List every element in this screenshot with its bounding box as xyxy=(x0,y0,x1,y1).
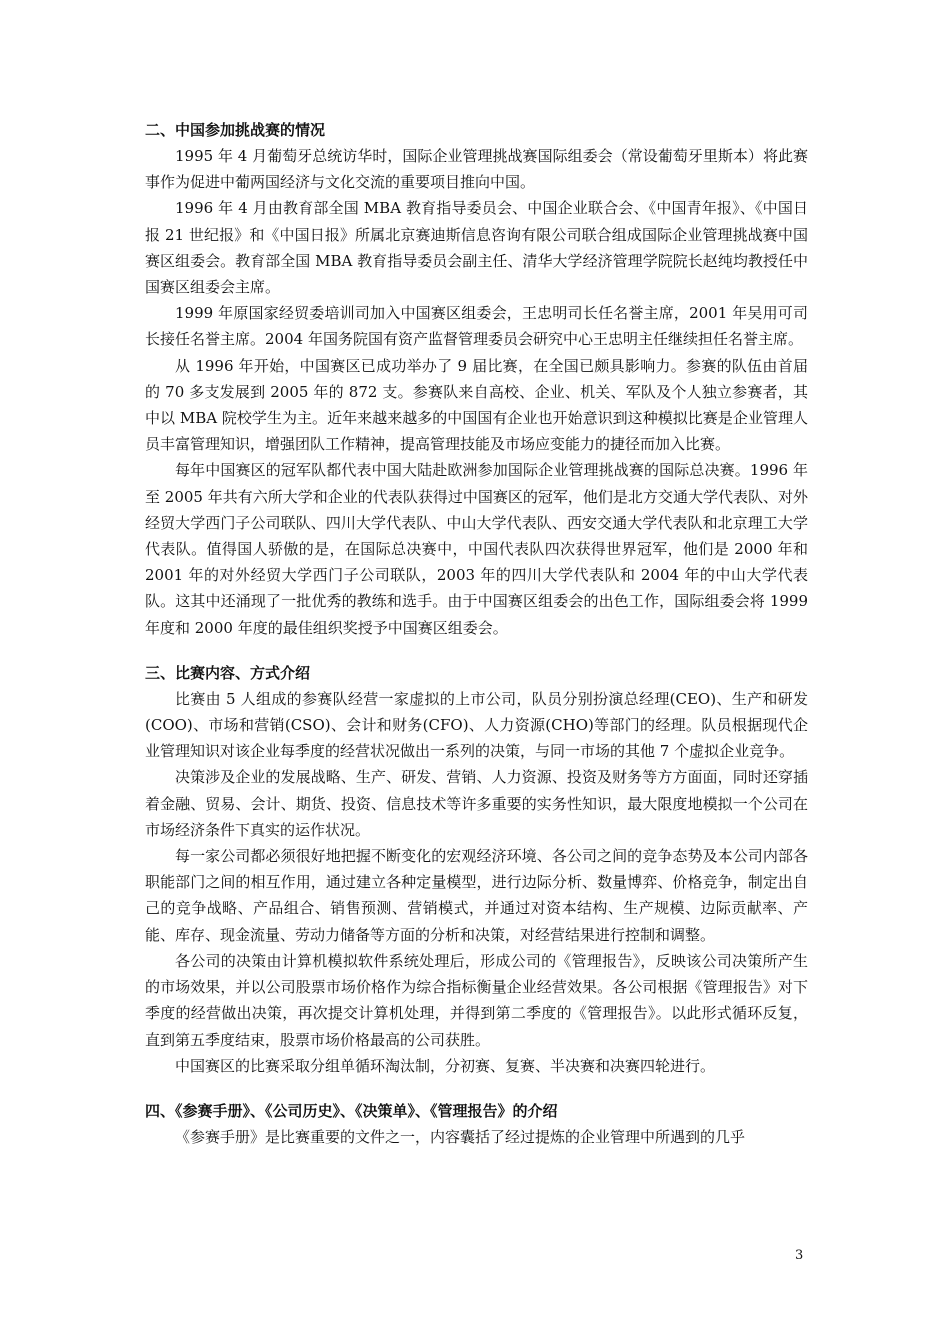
paragraph: 《参赛手册》是比赛重要的文件之一，内容囊括了经过提炼的企业管理中所遇到的几乎 xyxy=(175,1127,746,1146)
paragraph: 1995 年 4 月葡萄牙总统访华时，国际企业管理挑战赛国际组委会（常设葡萄牙里斯本）将此赛事作为促进中葡两国经济与文化交流的重要项目推向中国。 xyxy=(145,147,808,192)
section-documents-intro xyxy=(145,1099,808,1150)
paragraph: 1996 年 4 月由教育部全国 MBA 教育指导委员会、中国企业联合会、《中国青年报》、《中国日报 21 世纪报》和《中国日报》所属北京赛迪斯信息咨询有限公司联合组成国际企业管理挑战赛中国赛区组委会。教育部全国 MBA 教育指导委员会副主任、清华大学经济管理学院院长赵纯均教授任中国赛区组委会主席。 xyxy=(145,199,808,297)
section-heading: 四、《参赛手册》、《公司历史》、《决策单》、《管理报告》的介绍 xyxy=(145,1101,558,1120)
section-china-participation xyxy=(145,118,808,641)
paragraph: 从 1996 年开始，中国赛区已成功举办了 9 届比赛，在全国已颇具影响力。参赛的队伍由首届的 70 多支发展到 2005 年的 872 支。参赛队来自高校、企业、机关、军队及个人独立参赛者，其中以 MBA 院校学生为主。近年来越来越多的中国国有企业也开始意识到这种模拟比赛是企业管理人员丰富管理知识，增强团队工作精神，提高管理技能及市场应变能力的捷径而加入比赛。 xyxy=(145,356,808,454)
paragraph: 每年中国赛区的冠军队都代表中国大陆赴欧洲参加国际企业管理挑战赛的国际总决赛。1996 年至 2005 年共有六所大学和企业的代表队获得过中国赛区的冠军，他们是北方交通大学代表队、对外经贸大学西门子公司联队、四川大学代表队、中山大学代表队、西安交通大学代表队和北京理工大学代表队。值得国人骄傲的是，在国际总决赛中，中国代表队四次获得世界冠军，他们是 2000 年和 2001 年的对外经贸大学西门子公司联队，2003 年的四川大学代表队和 2004 年的中山大学代表队。这其中还涌现了一批优秀的教练和选手。由于中国赛区组委会的出色工作，国际组委会将 1999 年度和 2000 年度的最佳组织奖授予中国赛区组委会。 xyxy=(145,461,808,637)
section-spacer xyxy=(145,1079,808,1099)
paragraph: 比赛由 5 人组成的参赛队经营一家虚拟的上市公司，队员分别扮演总经理(CEO)、生产和研发(COO)、市场和营销(CSO)、会计和财务(CFO)、人力资源(CHO)等部门的经理。队员根据现代企业管理知识对该企业每季度的经营状况做出一系列的决策，与同一市场的其他 7 个虚拟企业竞争。 xyxy=(145,689,808,761)
paragraph: 每一家公司都必须很好地把握不断变化的宏观经济环境、各公司之间的竞争态势及本公司内部各职能部门之间的相互作用，通过建立各种定量模型，进行边际分析、数量博弈、价格竞争，制定出自己的竞争战略、产品组合、销售预测、营销模式，并通过对资本结构、生产规模、边际贡献率、产能、库存、现金流量、劳动力储备等方面的分析和决策，对经营结果进行控制和调整。 xyxy=(145,847,808,944)
page-content xyxy=(145,118,808,1150)
paragraph: 1999 年原国家经贸委培训司加入中国赛区组委会，王忠明司长任名誉主席，2001 年吴用可司长接任名誉主席。2004 年国务院国有资产监督管理委员会研究中心王忠明主任继续担任名誉主席。 xyxy=(145,304,808,349)
paragraph: 各公司的决策由计算机模拟软件系统处理后，形成公司的《管理报告》，反映该公司决策所产生的市场效果，并以公司股票市场价格作为综合指标衡量企业经营效果。各公司根据《管理报告》对下季度的经营做出决策，再次提交计算机处理，并得到第二季度的《管理报告》。以此形式循环反复，直到第五季度结束，股票市场价格最高的公司获胜。 xyxy=(145,951,808,1049)
section-competition-content xyxy=(145,661,808,1079)
paragraph: 决策涉及企业的发展战略、生产、研发、营销、人力资源、投资及财务等方方面面，同时还穿插着金融、贸易、会计、期货、投资、信息技术等许多重要的实务性知识，最大限度地模拟一个公司在市场经济条件下真实的运作状况。 xyxy=(145,768,808,839)
section-heading: 三、比赛内容、方式介绍 xyxy=(145,663,311,682)
paragraph: 中国赛区的比赛采取分组单循环淘汰制，分初赛、复赛、半决赛和决赛四轮进行。 xyxy=(175,1056,716,1075)
section-heading: 二、中国参加挑战赛的情况 xyxy=(145,121,326,139)
section-spacer xyxy=(145,641,808,661)
page-number: 3 xyxy=(795,1248,804,1263)
